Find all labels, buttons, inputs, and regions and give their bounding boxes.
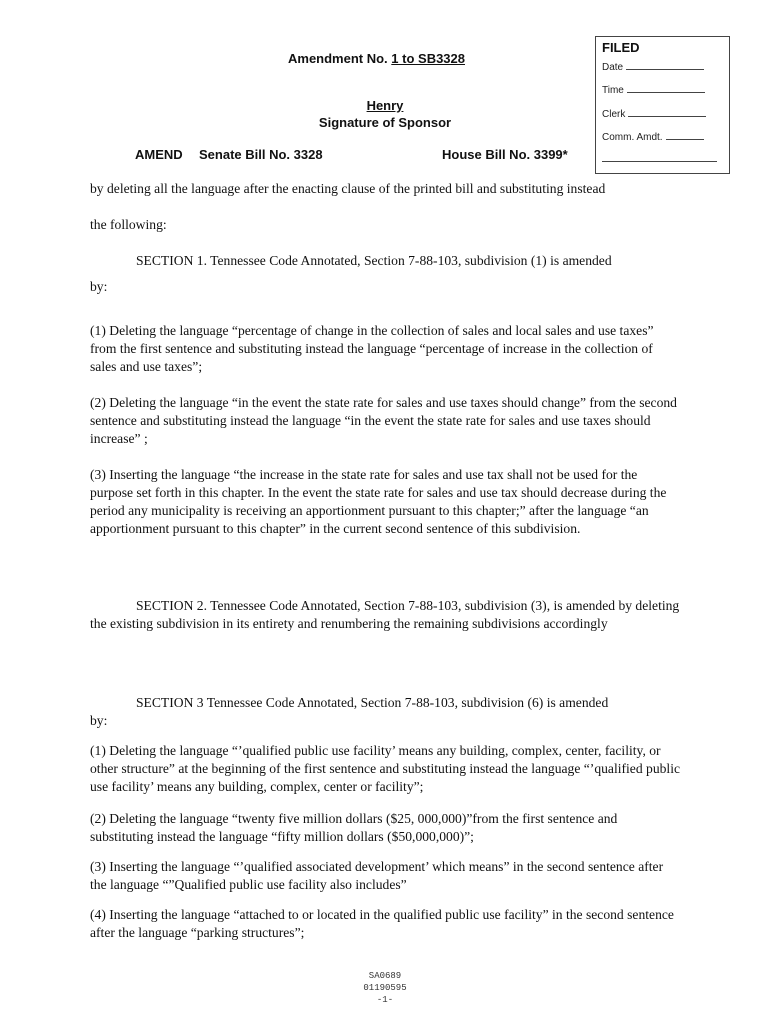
filed-time-label: Time [602, 85, 624, 96]
section-3-item-3: (3) Inserting the language “’qualified associated development’ which means” in the second sentence after the language “”Qualified public use facility also includes” [90, 859, 664, 892]
footer-code-2: 01190595 [363, 983, 407, 993]
filed-title: FILED [602, 40, 640, 55]
amendment-prefix: Amendment No. [288, 51, 388, 66]
section-1-by: by: [90, 279, 108, 294]
section-1-item-2: (2) Deleting the language “in the event the state rate for sales and use taxes should change” from the second sentence and substituting instead the language “in the event the state rate for sales and use taxes should increase” ; [90, 395, 677, 446]
section-1-item-3: (3) Inserting the language “the increase in the state rate for sales and use tax shall not be used for the purpose set forth in this chapter. In the event the state rate for sales and use tax should decrease during the period any municipality is receiving an apportionment pursuant to this chapter;” after the language “an apportionment pursuant to this chapter” in the current second sentence of this subdivision. [90, 467, 667, 536]
amendment-number [288, 51, 465, 66]
section-1-item-1: (1) Deleting the language “percentage of change in the collection of sales and local sales and use taxes” from the first sentence and substituting instead the language “percentage of increase in the collection of sales and use taxes”; [90, 323, 654, 374]
filed-stamp-box [595, 36, 730, 174]
filed-clerk-line [602, 107, 706, 120]
section-2: SECTION 2. Tennessee Code Annotated, Section 7-88-103, subdivision (3), is amended by deleting the existing subdivision in its entirety and renumbering the remaining subdivisions accordingly [90, 598, 680, 631]
sponsor-name: Henry [366, 98, 404, 113]
section-3-item-1: (1) Deleting the language “’qualified public use facility’ means any building, complex, center, facility, or other structure” at the beginning of the first sentence and substituting instead the language “’qualified public use facility’ means any building, complex, center or facility”; [90, 743, 681, 794]
intro-line-1: by deleting all the language after the enacting clause of the printed bill and substituting instead [90, 181, 606, 196]
footer-code-1: SA0689 [368, 971, 402, 981]
section-1-heading: SECTION 1. Tennessee Code Annotated, Section 7-88-103, subdivision (1) is amended [136, 253, 612, 268]
filed-comm-amdt-line [602, 130, 704, 143]
house-bill-number: House Bill No. 3399* [442, 147, 568, 162]
page-number: -1- [376, 995, 394, 1005]
filed-date-line [602, 60, 704, 73]
section-3-item-4: (4) Inserting the language “attached to or located in the qualified public use facility” in the second sentence after the language “parking structures”; [90, 907, 674, 940]
intro-line-2: the following: [90, 217, 167, 232]
filed-comm-amdt-label: Comm. Amdt. [602, 132, 663, 143]
section-3-heading: SECTION 3 Tennessee Code Annotated, Section 7-88-103, subdivision (6) is amended [136, 695, 609, 710]
amendment-reference: 1 to SB3328 [391, 51, 465, 66]
filed-date-label: Date [602, 62, 624, 73]
filed-blank-line [602, 161, 717, 162]
section-3-item-2: (2) Deleting the language “twenty five million dollars ($25, 000,000)”from the first sentence and substituting instead the language “fifty million dollars ($50,000,000)”; [90, 811, 618, 844]
filed-clerk-label: Clerk [602, 109, 626, 120]
filed-time-line [602, 83, 705, 96]
page-footer [335, 970, 435, 1006]
sponsor-label: Signature of Sponsor [318, 115, 452, 130]
amend-label: AMEND [135, 147, 183, 162]
senate-bill-number: Senate Bill No. 3328 [199, 147, 323, 162]
section-3-by: by: [90, 713, 108, 728]
